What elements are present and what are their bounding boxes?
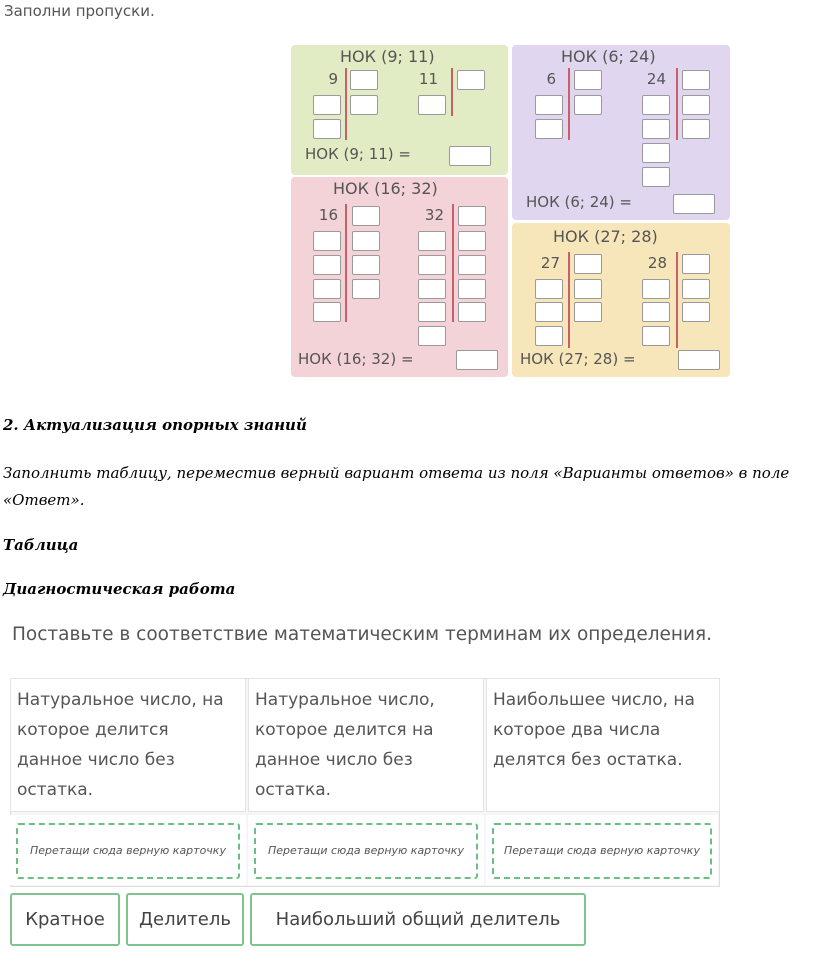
- answer-cell: [10, 815, 246, 885]
- answer-card-multiple[interactable]: Кратное: [10, 893, 120, 946]
- lcm-answer-label: НОК (27; 28) =: [520, 350, 636, 368]
- definition-text: Натуральное число, которое делится на данное число без остатка.: [255, 690, 435, 800]
- answer-card-gcd[interactable]: Наибольший общий делитель: [250, 893, 586, 946]
- factor-input[interactable]: [682, 95, 710, 115]
- factor-input[interactable]: [313, 95, 341, 115]
- factor-input[interactable]: [313, 302, 341, 322]
- factor-input[interactable]: [418, 255, 446, 275]
- factor-number: 27: [540, 254, 560, 272]
- factor-input[interactable]: [313, 119, 341, 139]
- lcm-answer-input[interactable]: [456, 350, 498, 370]
- definition-cell: [248, 678, 484, 812]
- table-label: Таблица: [3, 536, 79, 554]
- factor-input[interactable]: [313, 279, 341, 299]
- panel-heading: НОК (6; 24): [561, 47, 656, 66]
- exercise-instruction: Заполни пропуски.: [4, 2, 155, 20]
- lcm-answer-input[interactable]: [678, 350, 720, 370]
- factor-input[interactable]: [458, 206, 486, 226]
- factor-number: 28: [647, 254, 667, 272]
- factor-input[interactable]: [418, 231, 446, 251]
- factor-input[interactable]: [574, 70, 602, 90]
- factor-input[interactable]: [682, 254, 710, 274]
- factor-input[interactable]: [352, 231, 380, 251]
- factor-number: 32: [424, 206, 444, 224]
- factor-input[interactable]: [682, 119, 710, 139]
- factor-input[interactable]: [682, 70, 710, 90]
- lcm-answer-label: НОК (6; 24) =: [526, 193, 632, 211]
- diagnostic-label: Диагностическая работа: [3, 580, 236, 598]
- factor-input[interactable]: [352, 206, 380, 226]
- division-line: [345, 68, 347, 140]
- factor-input[interactable]: [313, 255, 341, 275]
- factor-input[interactable]: [535, 302, 563, 322]
- factor-input[interactable]: [574, 95, 602, 115]
- factor-number: 16: [318, 206, 338, 224]
- lcm-answer-input[interactable]: [449, 146, 491, 166]
- factor-input[interactable]: [535, 279, 563, 299]
- division-line: [568, 68, 570, 140]
- answer-cell: [486, 815, 718, 885]
- factor-input[interactable]: [642, 95, 670, 115]
- factor-input[interactable]: [535, 119, 563, 139]
- factor-input[interactable]: [682, 302, 710, 322]
- factor-input[interactable]: [458, 302, 486, 322]
- division-line: [451, 68, 453, 116]
- factor-number: 6: [546, 70, 556, 88]
- factor-input[interactable]: [642, 279, 670, 299]
- answer-cell: [248, 815, 484, 885]
- division-line: [452, 204, 454, 322]
- drop-zone[interactable]: Перетащи сюда верную карточку: [254, 823, 478, 879]
- factor-input[interactable]: [574, 302, 602, 322]
- factor-input[interactable]: [418, 326, 446, 346]
- division-line: [345, 204, 347, 322]
- lcm-answer-label: НОК (9; 11) =: [305, 145, 411, 163]
- lcm-answer-label: НОК (16; 32) =: [298, 350, 414, 368]
- factor-input[interactable]: [350, 70, 378, 90]
- panel-heading: НОК (27; 28): [553, 227, 658, 246]
- factor-number: 9: [328, 70, 338, 88]
- definition-text: Натуральное число, на которое делится данное число без остатка.: [17, 690, 224, 800]
- factor-input[interactable]: [458, 279, 486, 299]
- factor-input[interactable]: [574, 254, 602, 274]
- factor-input[interactable]: [313, 231, 341, 251]
- section-heading: 2. Актуализация опорных знаний: [3, 416, 307, 434]
- factor-input[interactable]: [418, 302, 446, 322]
- factor-input[interactable]: [418, 95, 446, 115]
- quiz-question: Поставьте в соответствие математическим терминам их определения.: [12, 624, 713, 645]
- factor-input[interactable]: [350, 95, 378, 115]
- factor-input[interactable]: [642, 302, 670, 322]
- factor-input[interactable]: [574, 279, 602, 299]
- definition-text: Наибольшее число, на которое два числа делятся без остатка.: [493, 690, 695, 770]
- section-instruction: Заполнить таблицу, переместив верный вариант ответа из поля «Варианты ответов» в поле «Ответ».: [3, 464, 790, 509]
- factor-input[interactable]: [682, 279, 710, 299]
- factor-input[interactable]: [642, 119, 670, 139]
- factor-input[interactable]: [352, 255, 380, 275]
- factor-input[interactable]: [418, 279, 446, 299]
- factor-input[interactable]: [642, 143, 670, 163]
- factor-input[interactable]: [535, 95, 563, 115]
- factor-input[interactable]: [642, 167, 670, 187]
- division-line: [676, 68, 678, 140]
- factor-input[interactable]: [458, 231, 486, 251]
- drop-zone[interactable]: Перетащи сюда верную карточку: [492, 823, 712, 879]
- factor-input[interactable]: [458, 255, 486, 275]
- factor-input[interactable]: [642, 326, 670, 346]
- drop-zone[interactable]: Перетащи сюда верную карточку: [16, 823, 240, 879]
- lcm-answer-input[interactable]: [673, 194, 715, 214]
- factor-number: 11: [418, 70, 438, 88]
- panel-heading: НОК (16; 32): [333, 179, 438, 198]
- division-line: [676, 252, 678, 348]
- factor-input[interactable]: [457, 70, 485, 90]
- division-line: [568, 252, 570, 348]
- factor-number: 24: [646, 70, 666, 88]
- answer-card-divisor[interactable]: Делитель: [126, 893, 244, 946]
- definition-cell: [486, 678, 720, 812]
- panel-heading: НОК (9; 11): [340, 47, 435, 66]
- definition-cell: [10, 678, 246, 812]
- factor-input[interactable]: [352, 279, 380, 299]
- factor-input[interactable]: [535, 326, 563, 346]
